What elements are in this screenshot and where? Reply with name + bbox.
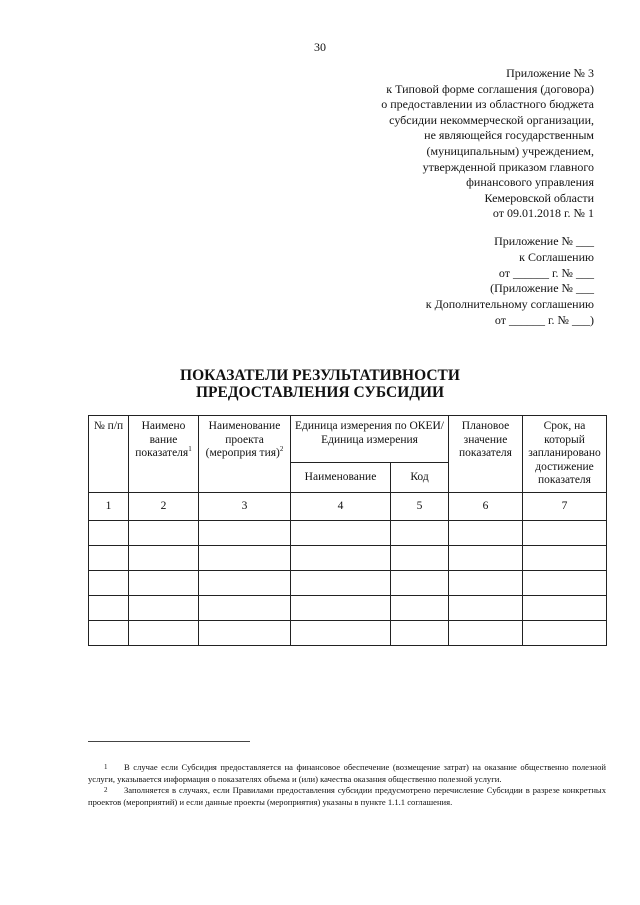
agreement-line: к Соглашению bbox=[519, 249, 594, 264]
table-cell[interactable] bbox=[523, 520, 607, 545]
table-cell[interactable] bbox=[129, 620, 199, 645]
column-number: 1 bbox=[89, 492, 129, 520]
annex-line: утвержденной приказом главного bbox=[422, 159, 594, 174]
header-planned-value: Плановое значение показателя bbox=[449, 416, 523, 493]
footnote-mark: 1 bbox=[104, 763, 108, 771]
agreement-reference bbox=[294, 234, 594, 329]
empty-row bbox=[89, 570, 607, 595]
header-deadline: Срок, на который запланировано достижение показателя bbox=[523, 416, 607, 493]
table-cell[interactable] bbox=[129, 595, 199, 620]
empty-row bbox=[89, 595, 607, 620]
annex-line: финансового управления bbox=[466, 175, 594, 190]
table-cell[interactable] bbox=[449, 520, 523, 545]
column-number: 4 bbox=[291, 492, 391, 520]
table-cell[interactable] bbox=[449, 545, 523, 570]
table-cell[interactable] bbox=[449, 620, 523, 645]
annex-line: не являющейся государственным bbox=[424, 128, 594, 143]
indicators-table bbox=[88, 415, 607, 646]
table-cell[interactable] bbox=[199, 545, 291, 570]
annex-line: о предоставлении из областного бюджета bbox=[381, 97, 594, 112]
column-number-row bbox=[89, 492, 607, 520]
table-cell[interactable] bbox=[129, 570, 199, 595]
column-number: 6 bbox=[449, 492, 523, 520]
table-cell[interactable] bbox=[291, 545, 391, 570]
title-line: ПРЕДОСТАВЛЕНИЯ СУБСИДИИ bbox=[195, 384, 445, 401]
table-cell[interactable] bbox=[391, 595, 449, 620]
column-number: 5 bbox=[391, 492, 449, 520]
column-number: 2 bbox=[129, 492, 199, 520]
agreement-line: к Дополнительному соглашению bbox=[425, 297, 594, 312]
document-title bbox=[0, 367, 640, 401]
header-unit-code: Код bbox=[391, 463, 449, 492]
table-cell[interactable] bbox=[523, 570, 607, 595]
table-cell[interactable] bbox=[291, 520, 391, 545]
table-cell[interactable] bbox=[89, 570, 129, 595]
annex-reference bbox=[294, 66, 594, 222]
header-indicator-name: Наимено вание показателя$^1$ bbox=[129, 416, 199, 493]
table-cell[interactable] bbox=[129, 545, 199, 570]
table-cell[interactable] bbox=[199, 570, 291, 595]
agreement-line: (Приложение № ___ bbox=[490, 281, 594, 296]
page-number: 30 bbox=[314, 40, 326, 54]
table-cell[interactable] bbox=[523, 545, 607, 570]
footnote-mark: 2 bbox=[104, 786, 108, 795]
footnotes bbox=[88, 762, 606, 808]
footnote bbox=[88, 762, 606, 785]
table-cell[interactable] bbox=[291, 595, 391, 620]
table-cell[interactable] bbox=[199, 620, 291, 645]
header-number: № п/п bbox=[89, 416, 129, 493]
footnote-ref: 1 bbox=[188, 445, 192, 454]
annex-line: субсидии некоммерческой организации, bbox=[389, 112, 594, 127]
empty-row bbox=[89, 545, 607, 570]
table-cell[interactable] bbox=[89, 620, 129, 645]
annex-line: к Типовой форме соглашения (договора) bbox=[386, 81, 594, 96]
table-cell[interactable] bbox=[129, 520, 199, 545]
table-cell[interactable] bbox=[89, 595, 129, 620]
footnote-separator bbox=[88, 741, 250, 742]
table-cell[interactable] bbox=[523, 595, 607, 620]
annex-line: Кемеровской области bbox=[484, 190, 594, 205]
table-cell[interactable] bbox=[89, 520, 129, 545]
table-cell[interactable] bbox=[391, 620, 449, 645]
annex-line: Приложение № 3 bbox=[506, 66, 594, 80]
table-cell[interactable] bbox=[199, 520, 291, 545]
agreement-line: Приложение № ___ bbox=[494, 234, 594, 248]
table-cell[interactable] bbox=[291, 570, 391, 595]
header-unit-name: Наименование bbox=[291, 463, 391, 492]
empty-row bbox=[89, 620, 607, 645]
annex-line: от 09.01.2018 г. № 1 bbox=[492, 206, 594, 221]
annex-line: (муниципальным) учреждением, bbox=[426, 143, 594, 158]
table-cell[interactable] bbox=[89, 545, 129, 570]
table-cell[interactable] bbox=[199, 595, 291, 620]
footnote-text: В случае если Субсидия предоставляется на финансовое обеспечение (возмещение затрат) на оказание общественно полезной услуги, указывается информация о показателях объема и (или) качества оказания общественно полезной услуги. bbox=[88, 762, 606, 784]
empty-row bbox=[89, 520, 607, 545]
agreement-line: от ______ г. № ___) bbox=[494, 312, 594, 327]
footnote bbox=[88, 785, 606, 808]
footnote-text: Заполняется в случаях, если Правилами предоставления субсидии предусмотрено перечисление Субсидии в разрезе конкретных проектов (мероприятий) и если данные проекты (мероприятия) указаны в пункте 1.1.1 соглашения. bbox=[88, 785, 606, 807]
table-cell[interactable] bbox=[391, 545, 449, 570]
column-number: 7 bbox=[523, 492, 607, 520]
table-cell[interactable] bbox=[449, 595, 523, 620]
agreement-line: от ______ г. № ___ bbox=[498, 265, 594, 280]
table-cell[interactable] bbox=[391, 520, 449, 545]
table-cell[interactable] bbox=[449, 570, 523, 595]
column-number: 3 bbox=[199, 492, 291, 520]
footnote-ref: 2 bbox=[279, 445, 284, 454]
header-project-name: Наименование проекта (мероприя тия)$^2$ bbox=[199, 416, 291, 493]
table-cell[interactable] bbox=[391, 570, 449, 595]
table-cell[interactable] bbox=[291, 620, 391, 645]
table-cell[interactable] bbox=[523, 620, 607, 645]
title-line: ПОКАЗАТЕЛИ РЕЗУЛЬТАТИВНОСТИ bbox=[180, 367, 460, 384]
header-unit: Единица измерения по ОКЕИ/Единица измерения bbox=[291, 416, 449, 463]
